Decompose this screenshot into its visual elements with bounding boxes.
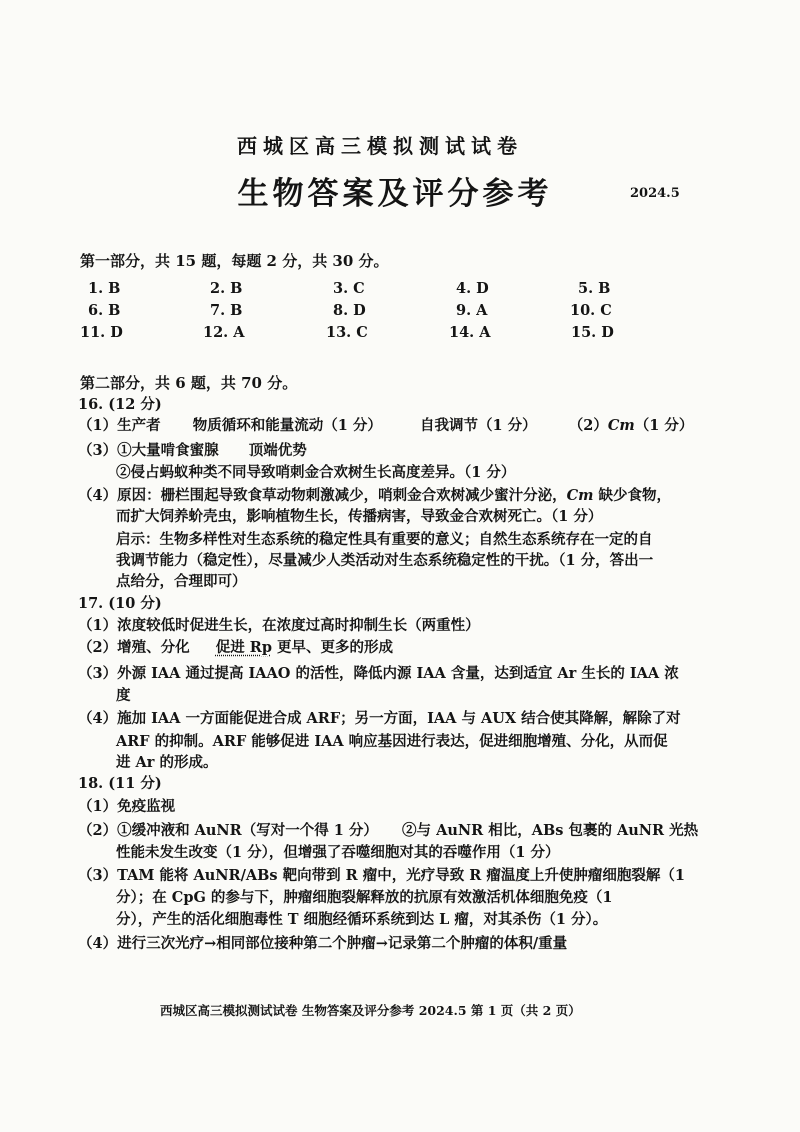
q16-ans2-term: Cm: [607, 417, 635, 434]
answer-item: 13. C: [326, 324, 368, 341]
q16-ans4-g: 点给分，合理即可）: [116, 573, 247, 590]
q16-part3-line: [78, 441, 307, 461]
q18-part2-line: [78, 821, 698, 841]
q17-ans3-a: （3）外源 IAA 通过提高 IAAO 的活性，降低内源 IAA 含量，达到适宜 Ar 生长的 IAA 浓: [78, 665, 679, 682]
q17-ans1: （1）浓度较低时促进生长，在浓度过高时抑制生长（两重性）: [78, 617, 480, 634]
q16-ans1: （1）生产者: [78, 417, 161, 434]
answer-item: 12. A: [203, 324, 245, 341]
q16-ans4-term: Cm: [566, 487, 594, 504]
q17-ans2-a: （2）增殖、分化: [78, 639, 190, 656]
q16-ans4-c: 缺少食物，: [593, 487, 672, 504]
answer-item: 4. D: [456, 280, 489, 297]
q16-part1-line: [78, 416, 693, 436]
q17-ans4-c: 进 Ar 的形成。: [116, 754, 218, 771]
q16-ans2-score: （1 分）: [634, 417, 694, 434]
q16-ans4-f: 我调节能力（稳定性），尽量减少人类活动对生态系统稳定性的干扰。（1 分，答出一: [116, 552, 654, 569]
q17-part2-line: [78, 638, 393, 658]
q17-ans2-d: 更早、更多的形成: [271, 639, 394, 656]
q16-ans4-e: 启示：生物多样性对生态系统的稳定性具有重要的意义；自然生态系统存在一定的自: [116, 531, 653, 548]
q17-ans2-term: Rp: [249, 639, 272, 656]
q16-ans1-b: 物质循环和能量流动（1 分）: [192, 417, 382, 434]
answer-item: 10. C: [570, 302, 612, 319]
q17-ans3-b: 度: [116, 687, 131, 704]
answer-item: 6. B: [88, 302, 121, 319]
q16-ans3-c: ②侵占蚂蚁种类不同导致哨刺金合欢树生长高度差异。（1 分）: [116, 464, 516, 481]
exam-subtitle: 西城区高三模拟测试试卷: [237, 134, 523, 158]
q18-ans4: （4）进行三次光疗→相同部位接种第二个肿瘤→记录第二个肿瘤的体积/重量: [78, 935, 568, 952]
answer-item: 3. C: [333, 280, 365, 297]
q18-ans2-b: ②与 AuNR 相比，ABs 包裹的 AuNR 光热: [402, 822, 699, 839]
answer-item: 11. D: [80, 324, 123, 341]
answer-item: 1. B: [88, 280, 121, 297]
q18-ans3-b: 分）；在 CpG 的参与下，肿瘤细胞裂解释放的抗原有效激活机体细胞免疫（1: [116, 889, 613, 906]
answer-item: 7. B: [210, 302, 243, 319]
answer-item: 9. A: [456, 302, 488, 319]
q18-ans1: （1）免疫监视: [78, 798, 176, 815]
q16-ans2-label: （2）: [568, 417, 608, 434]
question-17-head: 17. (10 分): [78, 595, 162, 612]
q16-ans3-a: （3）①大量啃食蜜腺: [78, 442, 219, 459]
q17-ans4-a: （4）施加 IAA 一方面能促进合成 ARF；另一方面，IAA 与 AUX 结合使其降解，解除了对: [78, 710, 681, 727]
q17-ans2-b: 促进: [215, 639, 250, 656]
q17-ans4-b: ARF 的抑制。ARF 能够促进 IAA 响应基因进行表达，促进细胞增殖、分化，从而促: [116, 733, 668, 750]
question-16-head: 16. (12 分): [78, 396, 162, 413]
q18-ans2-c: 性能未发生改变（1 分），但增强了吞噬细胞对其的吞噬作用（1 分）: [116, 844, 560, 861]
q18-ans3-a: （3）TAM 能将 AuNR/ABs 靶向带到 R 瘤中，光疗导致 R 瘤温度上升使肿瘤细胞裂解（1: [78, 867, 685, 884]
q16-ans4-a: （4）原因：栅栏围起导致食草动物刺激减少，哨刺金合欢树减少蜜汁分泌，: [78, 487, 567, 504]
question-18-head: 18. (11 分): [78, 775, 162, 792]
part2-heading: 第二部分，共 6 题，共 70 分。: [80, 374, 298, 392]
q16-part4-line: [78, 486, 671, 506]
answer-item: 15. D: [571, 324, 614, 341]
page-footer: 西城区高三模拟测试试卷 生物答案及评分参考 2024.5 第 1 页（共 2 页）: [160, 1003, 581, 1018]
answer-item: 8. D: [333, 302, 366, 319]
q16-ans4-d: 而扩大饲养蚧壳虫，影响植物生长，传播病害，导致金合欢树死亡。（1 分）: [116, 508, 603, 525]
answer-item: 2. B: [210, 280, 243, 297]
answer-item: 14. A: [449, 324, 491, 341]
q16-ans3-b: 顶端优势: [248, 442, 307, 459]
answer-item: 5. B: [578, 280, 611, 297]
q18-ans2-a: （2）①缓冲液和 AuNR（写对一个得 1 分）: [78, 822, 378, 839]
q16-ans1-c: 自我调节（1 分）: [419, 417, 537, 434]
q18-ans3-c: 分），产生的活化细胞毒性 T 细胞经循环系统到达 L 瘤，对其杀伤（1 分）。: [116, 911, 608, 928]
exam-date: 2024.5: [630, 186, 680, 201]
part1-heading: 第一部分，共 15 题，每题 2 分，共 30 分。: [80, 252, 389, 270]
page-title: 生物答案及评分参考: [237, 176, 553, 212]
